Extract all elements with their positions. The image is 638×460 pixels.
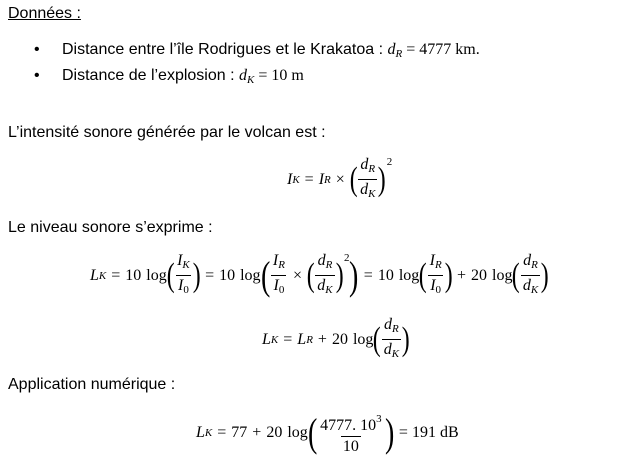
level-text: Le niveau sonore s’exprime : xyxy=(8,219,213,236)
fraction-ir-i0: $\frac{I_R}{I_0}$ xyxy=(428,252,444,299)
subscript-r: R xyxy=(395,48,403,60)
list-item-distance-explosion xyxy=(34,66,480,92)
bullet-label: Distance de l’explosion : xyxy=(62,67,235,84)
fraction-ir-i0: $\frac{I_R}{I_0}$ xyxy=(271,252,287,299)
bullet-value: = 10 m xyxy=(258,67,304,84)
denominator-value: 10 xyxy=(342,438,359,455)
equation-numerical-application: L K = 77 + 20 log ( $\frac{4777. 10^3}{10}$ ) = 191 dB xyxy=(196,410,459,455)
equation-intensity: I K = I R × ( $\frac{d_R}{d_K}$ ) 2 xyxy=(287,156,392,203)
subscript-k: K xyxy=(247,74,255,86)
fraction-dr-dk: $\frac{d_R}{d_K}$ xyxy=(358,156,377,203)
equation-level-expansion: L K = 10 log ( $\frac{I_K}{I_0}$ ) = 10 log ( $\frac{I_R}{I_0}$ × ( $\frac{d_R}{d_K}$ ) 2 ) = 10 log ( $\frac{I_R}{I_0}$ ) + 20 log ( $\frac{d_R}{d_K}$ ) xyxy=(90,252,549,298)
result-value: = 191 dB xyxy=(398,424,459,441)
symbol-d: d xyxy=(387,41,396,58)
fraction-ik-i0: $\frac{I_K}{I_0}$ xyxy=(175,252,192,299)
bullet-label: Distance entre l’île Rodrigues et le Krakatoa : xyxy=(62,41,384,58)
bullet-value: = 4777 km. xyxy=(406,41,480,58)
data-heading: Données : xyxy=(8,5,81,22)
equation-level-simplified: L K = L R + 20 log ( $\frac{d_R}{d_K}$ ) xyxy=(262,316,409,363)
fraction-dr-dk: $\frac{d_R}{d_K}$ xyxy=(521,252,540,299)
numerator-value: 4777. 10 xyxy=(320,417,377,434)
list-item-distance-rodrigues xyxy=(34,40,480,66)
application-text: Application numérique : xyxy=(8,376,176,393)
symbol-d: d xyxy=(239,67,247,84)
fraction-dr-dk: $\frac{d_R}{d_K}$ xyxy=(315,252,334,299)
numerator-exponent: 3 xyxy=(376,413,382,425)
data-list xyxy=(34,40,480,92)
fraction-dr-dk: $\frac{d_R}{d_K}$ xyxy=(382,316,401,363)
intensity-text: L’intensité sonore générée par le volcan est : xyxy=(8,124,326,141)
fraction-numeric xyxy=(318,410,384,456)
